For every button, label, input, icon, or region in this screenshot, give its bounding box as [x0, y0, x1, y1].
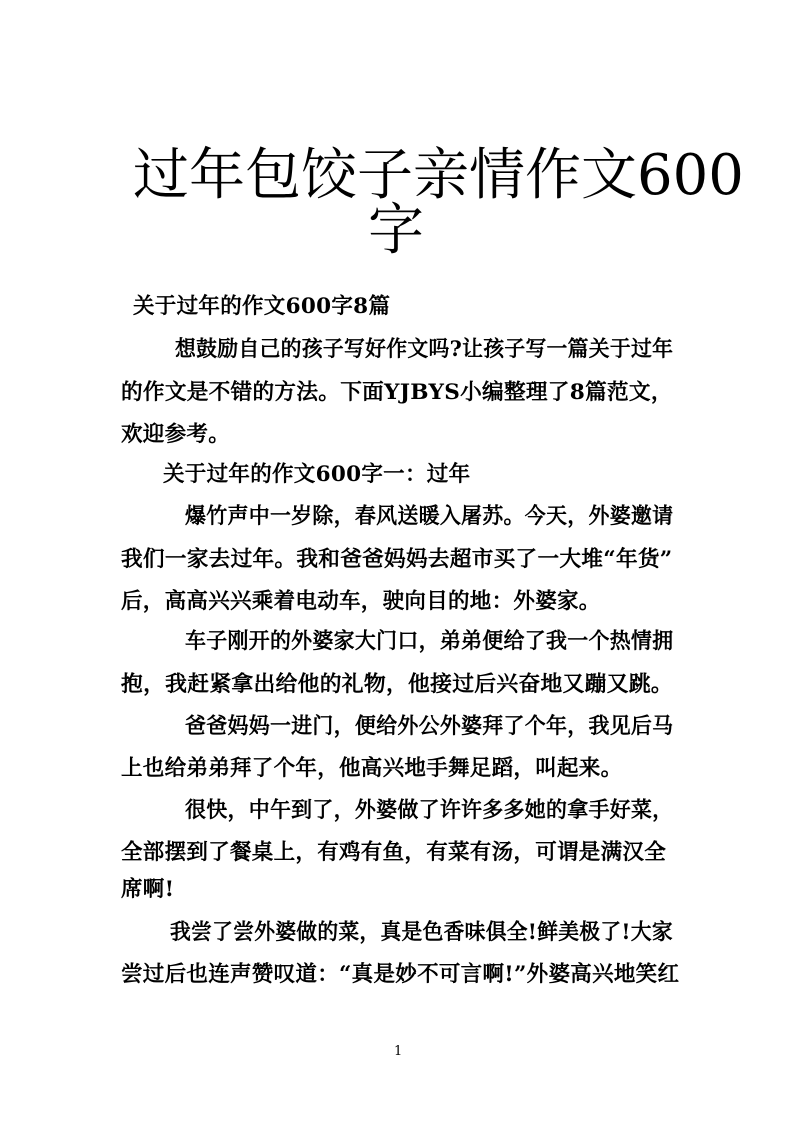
body-line: 我们一家去过年。我和爸爸妈妈去超市买了一大堆“年货”	[121, 547, 673, 572]
body-line: 上也给弟弟拜了个年，他高兴地手舞足蹈，叫起来。	[121, 756, 623, 781]
section-heading: 关于过年的作文600字一：过年	[163, 462, 471, 487]
document-title-line-1: 过年包饺子亲情作文600	[133, 143, 744, 208]
body-line: 席啊!	[121, 877, 175, 902]
body-line: 全部摆到了餐桌上，有鸡有鱼，有菜有汤，可谓是满汉全	[121, 840, 667, 865]
body-line: 爸爸妈妈一进门，便给外公外婆拜了个年，我见后马	[185, 714, 674, 739]
body-line: 很快，中午到了，外婆做了许许多多她的拿手好菜，	[185, 798, 674, 823]
body-line: 我尝了尝外婆做的菜，真是色香味俱全!鲜美极了!大家	[170, 920, 673, 945]
body-line: 抱，我赶紧拿出给他的礼物，他接过后兴奋地又蹦又跳。	[121, 672, 674, 697]
subtitle: 关于过年的作文600字8篇	[133, 294, 391, 319]
document-title-line-2: 字	[368, 198, 424, 263]
body-line: 车子刚开的外婆家大门口，弟弟便给了我一个热情拥	[185, 629, 674, 654]
body-line: 爆竹声中一岁除，春风送暖入屠苏。今天，外婆邀请	[185, 504, 674, 529]
body-line: 的作文是不错的方法。下面YJBYS小编整理了8篇范文，	[121, 380, 673, 405]
body-line: 欢迎参考。	[121, 422, 231, 447]
body-line: 想鼓励自己的孩子写好作文吗?让孩子写一篇关于过年	[175, 337, 674, 362]
body-line: 尝过后也连声赞叹道：“真是妙不可言啊!”外婆高兴地笑红	[121, 962, 680, 987]
body-line: 后，高高兴兴乘着电动车，驶向目的地：外婆家。	[121, 589, 601, 614]
page-number: 1	[394, 1044, 403, 1059]
